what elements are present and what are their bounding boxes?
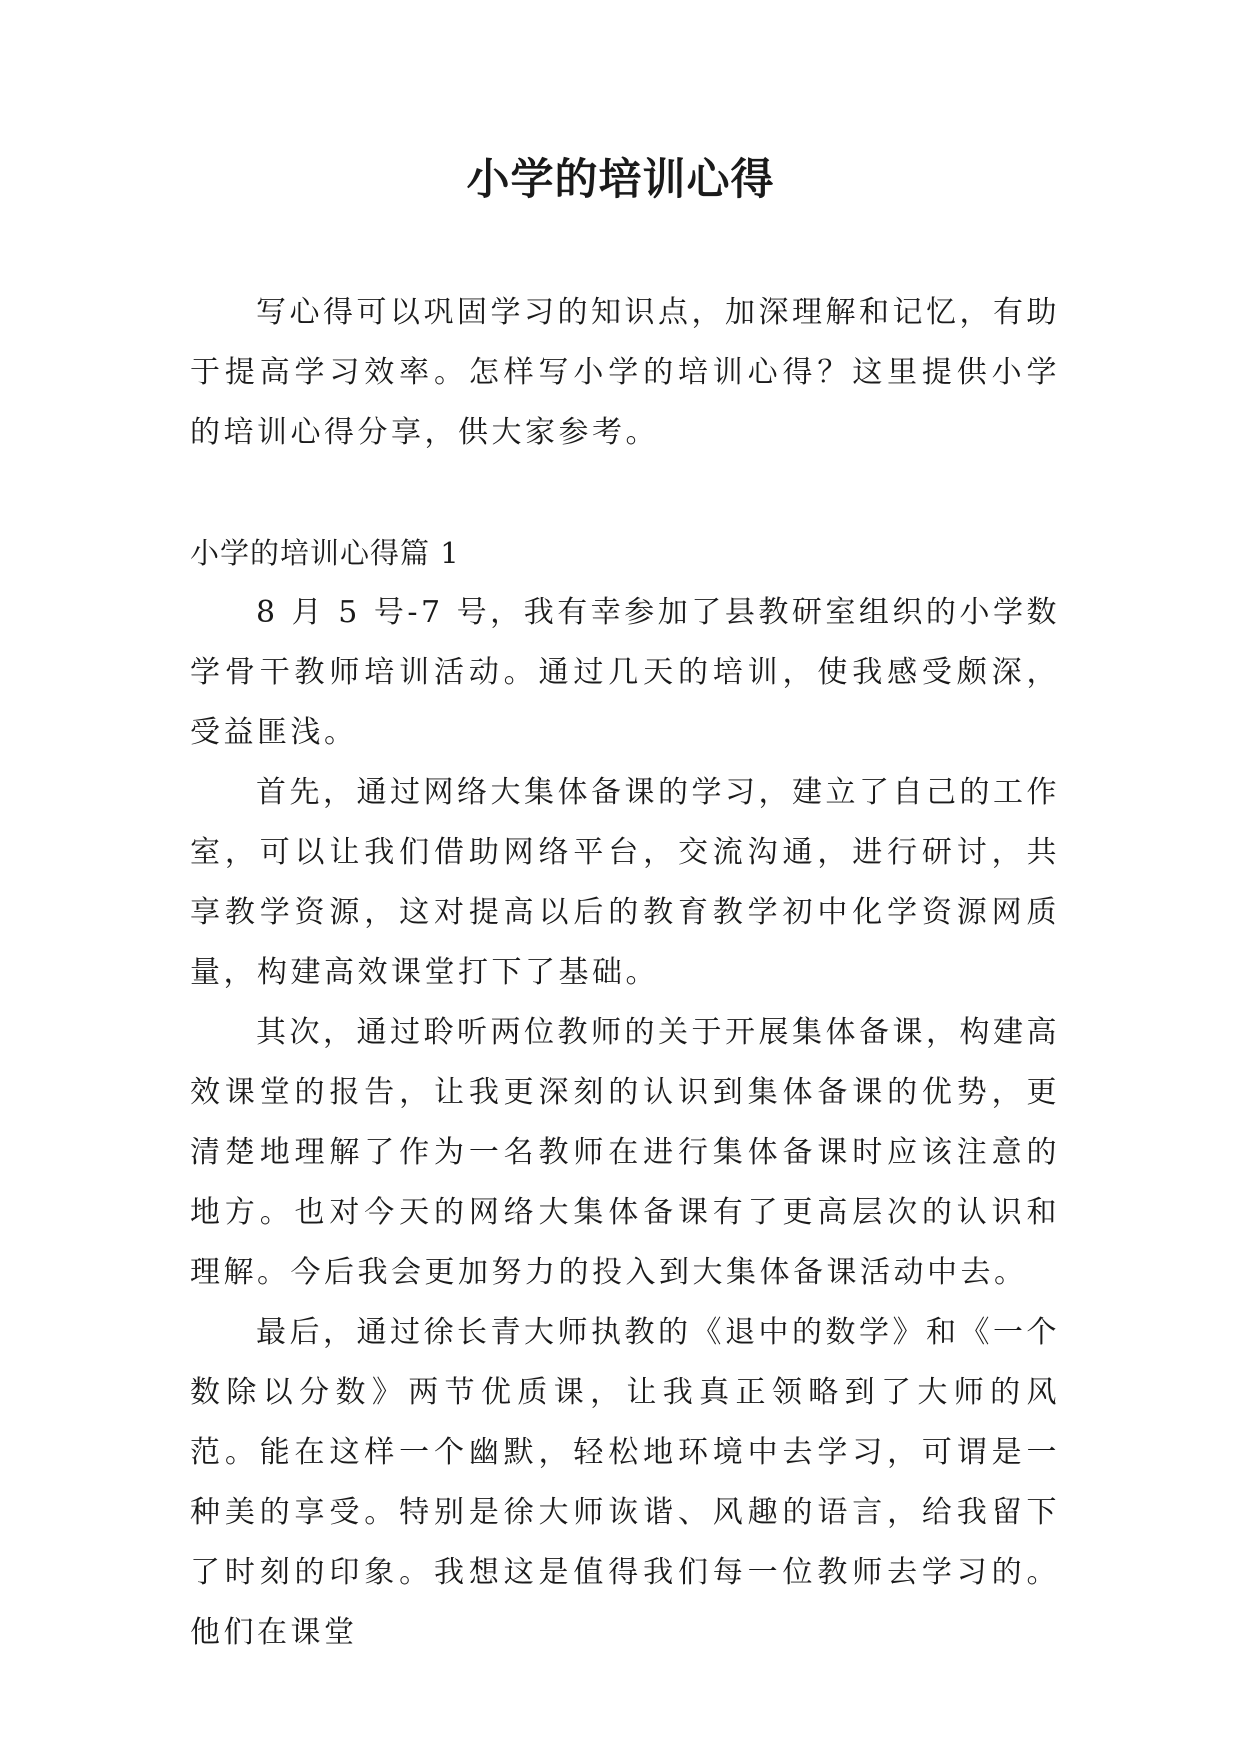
intro-paragraph: 写心得可以巩固学习的知识点，加深理解和记忆，有助于提高学习效率。怎样写小学的培训心得？这里提供小学的培训心得分享，供大家参考。 [190, 295, 1060, 450]
document-body [190, 283, 1060, 1663]
body-paragraph-3: 其次，通过聆听两位教师的关于开展集体备课，构建高效课堂的报告，让我更深刻的认识到集体备课的优势，更清楚地理解了作为一名教师在进行集体备课时应该注意的地方。也对今天的网络大集体备课有了更高层次的认识和理解。今后我会更加努力的投入到大集体备课活动中去。 [190, 1015, 1060, 1290]
section-heading: 小学的培训心得篇 1 [190, 536, 460, 570]
body-paragraph-1: 8 月 5 号-7 号，我有幸参加了县教研室组织的小学数学骨干教师培训活动。通过几天的培训，使我感受颇深，受益匪浅。 [190, 595, 1060, 750]
paragraph-spacer [190, 463, 1060, 523]
document-title: 小学的培训心得 [466, 155, 775, 205]
body-paragraph-2: 首先，通过网络大集体备课的学习，建立了自己的工作室，可以让我们借助网络平台，交流沟通，进行研讨，共享教学资源，这对提高以后的教育教学初中化学资源网质量，构建高效课堂打下了基础。 [190, 775, 1060, 990]
body-paragraph-4: 最后，通过徐长青大师执教的《退中的数学》和《一个数除以分数》两节优质课，让我真正领略到了大师的风范。能在这样一个幽默，轻松地环境中去学习，可谓是一种美的享受。特别是徐大师诙谐、风趣的语言，给我留下了时刻的印象。我想这是值得我们每一位教师去学习的。他们在课堂 [190, 1315, 1060, 1650]
